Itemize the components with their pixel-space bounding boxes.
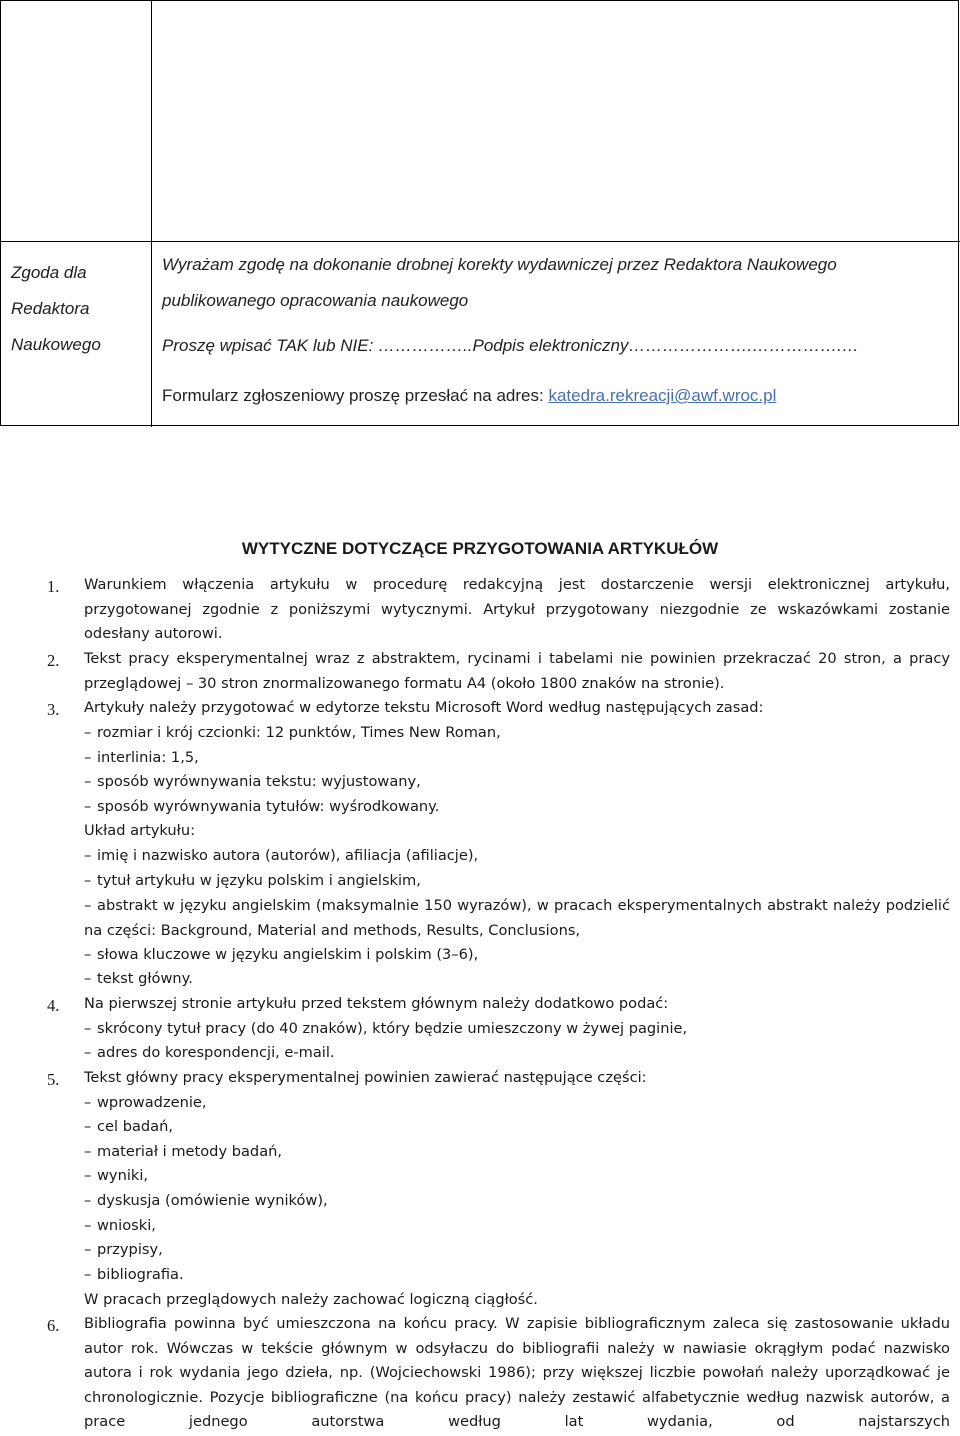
list-item-text: wprowadzenie, (97, 1094, 207, 1111)
consent-label-line: Naukowego (11, 335, 101, 354)
consent-answer-field[interactable]: Proszę wpisać TAK lub NIE: ……………..Podpis elektroniczny………………….…………….… (162, 336, 859, 355)
consent-statement-line: publikowanego opracowania naukowego (162, 291, 469, 310)
item-number: 2. (47, 651, 60, 670)
list-item-text: skrócony tytuł pracy (do 40 znaków), który będzie umieszczony w żywej paginie, (97, 1020, 688, 1037)
consent-row-label (11, 255, 141, 363)
list-item-text: słowa kluczowe w języku angielskim i polskim (3–6), (97, 946, 479, 963)
item-note: W pracach przeglądowych należy zachować logiczną ciągłość. (84, 1291, 538, 1308)
guideline-item-text: Warunkiem włączenia artykułu w procedurę redakcyjną jest dostarczenie wersji elektronicznej artykułu, przygotowanej zgodnie z poniższymi wytycznymi. Artykuł przygotowany niezgodnie ze wskazówkami zostanie odesłany autorowi. (84, 576, 950, 643)
list-item-text: sposób wyrównywania tytułów: wyśrodkowany. (97, 798, 440, 815)
list-item-text: cel badań, (97, 1118, 173, 1135)
table-column-divider (151, 1, 152, 427)
list-item: – interlinia: 1,5, (84, 749, 199, 766)
item-number: 5. (47, 1070, 60, 1089)
consent-label-line: Zgoda dla (11, 263, 87, 282)
subheading: Układ artykułu: (84, 822, 195, 839)
consent-form-table (0, 0, 959, 426)
list-item-text: sposób wyrównywania tekstu: wyjustowany, (97, 773, 421, 790)
list-item: – wprowadzenie, (84, 1094, 207, 1111)
list-item: – wyniki, (84, 1167, 149, 1184)
list-item: – sposób wyrównywania tytułów: wyśrodkowany. (84, 798, 440, 815)
list-item: – słowa kluczowe w języku angielskim i polskim (3–6), (84, 946, 479, 963)
list-item-text: abstrakt w języku angielskim (maksymalnie 150 wyrazów), w pracach eksperymentalnych abstrakt należy podzielić na części: Background, Material and methods, Results, Conclusions, (84, 897, 950, 939)
list-item: – imię i nazwisko autora (autorów), afiliacja (afiliacje), (84, 847, 479, 864)
list-item-text: rozmiar i krój czcionki: 12 punktów, Times New Roman, (97, 724, 501, 741)
list-item: – abstrakt w języku angielskim (maksymalnie 150 wyrazów), w pracach eksperymentalnych abstrakt należy podzielić na części: Background, Material and methods, Results, Conclusions, (84, 897, 950, 939)
list-item-text: imię i nazwisko autora (autorów), afiliacja (afiliacje), (97, 847, 479, 864)
list-item: – skrócony tytuł pracy (do 40 znaków), który będzie umieszczony w żywej paginie, (84, 1020, 688, 1037)
list-item: – sposób wyrównywania tekstu: wyjustowany, (84, 773, 421, 790)
guideline-item-text: Artykuły należy przygotować w edytorze tekstu Microsoft Word według następujących zasad: (84, 699, 764, 716)
list-item: – wnioski, (84, 1217, 156, 1234)
list-item-text: przypisy, (97, 1241, 163, 1258)
submission-note (162, 386, 776, 406)
list-item-text: wyniki, (97, 1167, 149, 1184)
consent-label-line: Redaktora (11, 299, 90, 318)
table-row-divider (1, 241, 960, 242)
list-item: – tekst główny. (84, 970, 193, 987)
consent-statement-line: Wyrażam zgodę na dokonanie drobnej korekty wydawniczej przez Redaktora Naukowego (162, 255, 837, 274)
item-number: 6. (47, 1316, 60, 1335)
list-item: – bibliografia. (84, 1266, 184, 1283)
list-item: – dyskusja (omówienie wyników), (84, 1192, 328, 1209)
guideline-item-text: Tekst pracy eksperymentalnej wraz z abstraktem, rycinami i tabelami nie powinien przekraczać 20 stron, a pracy przeglądowej – 30 stron znormalizowanego formatu A4 (około 1800 znaków na stronie). (84, 650, 950, 692)
list-item-text: wnioski, (97, 1217, 156, 1234)
list-item-text: bibliografia. (97, 1266, 184, 1283)
guidelines-title: WYTYCZNE DOTYCZĄCE PRZYGOTOWANIA ARTYKUŁÓW (241, 539, 719, 558)
list-item-text: adres do korespondencji, e-mail. (97, 1044, 335, 1061)
list-item: – materiał i metody badań, (84, 1143, 283, 1160)
list-item: – cel badań, (84, 1118, 173, 1135)
list-item-text: dyskusja (omówienie wyników), (97, 1192, 328, 1209)
list-item-text: tekst główny. (97, 970, 193, 987)
list-item: – adres do korespondencji, e-mail. (84, 1044, 335, 1061)
submission-note-text: Formularz zgłoszeniowy proszę przesłać na adres: (162, 386, 549, 405)
list-item-text: interlinia: 1,5, (97, 749, 199, 766)
guideline-item-text: Na pierwszej stronie artykułu przed tekstem głównym należy dodatkowo podać: (84, 995, 669, 1012)
item-number: 4. (47, 996, 60, 1015)
guideline-item-text: Tekst główny pracy eksperymentalnej powinien zawierać następujące części: (84, 1069, 647, 1086)
list-item-text: tytuł artykułu w języku polskim i angielskim, (97, 872, 421, 889)
item-number: 3. (47, 700, 60, 719)
list-item: – przypisy, (84, 1241, 163, 1258)
list-item: – tytuł artykułu w języku polskim i angielskim, (84, 872, 421, 889)
email-link[interactable]: katedra.rekreacji@awf.wroc.pl (548, 386, 777, 405)
list-item-text: materiał i metody badań, (97, 1143, 283, 1160)
list-item: – rozmiar i krój czcionki: 12 punktów, Times New Roman, (84, 724, 501, 741)
guideline-item-text: Bibliografia powinna być umieszczona na końcu pracy. W zapisie bibliograficznym zaleca się zastosowanie układu autor rok. Wówczas w tekście głównym w odsyłaczu do bibliografii należy w nawiasie okrągłym podać nazwisko autora i rok wydania jego dzieła, np. (Wojciechowski 1986); przy większej liczbie powołań należy uporządkować je chronologicznie. Pozycje bibliograficzne (na końcu pracy) należy zestawić alfabetycznie według nazwisk autorów, a prace jednego autorstwa według lat wydania, od najstarszych (84, 1315, 950, 1431)
item-number: 1. (47, 577, 60, 596)
